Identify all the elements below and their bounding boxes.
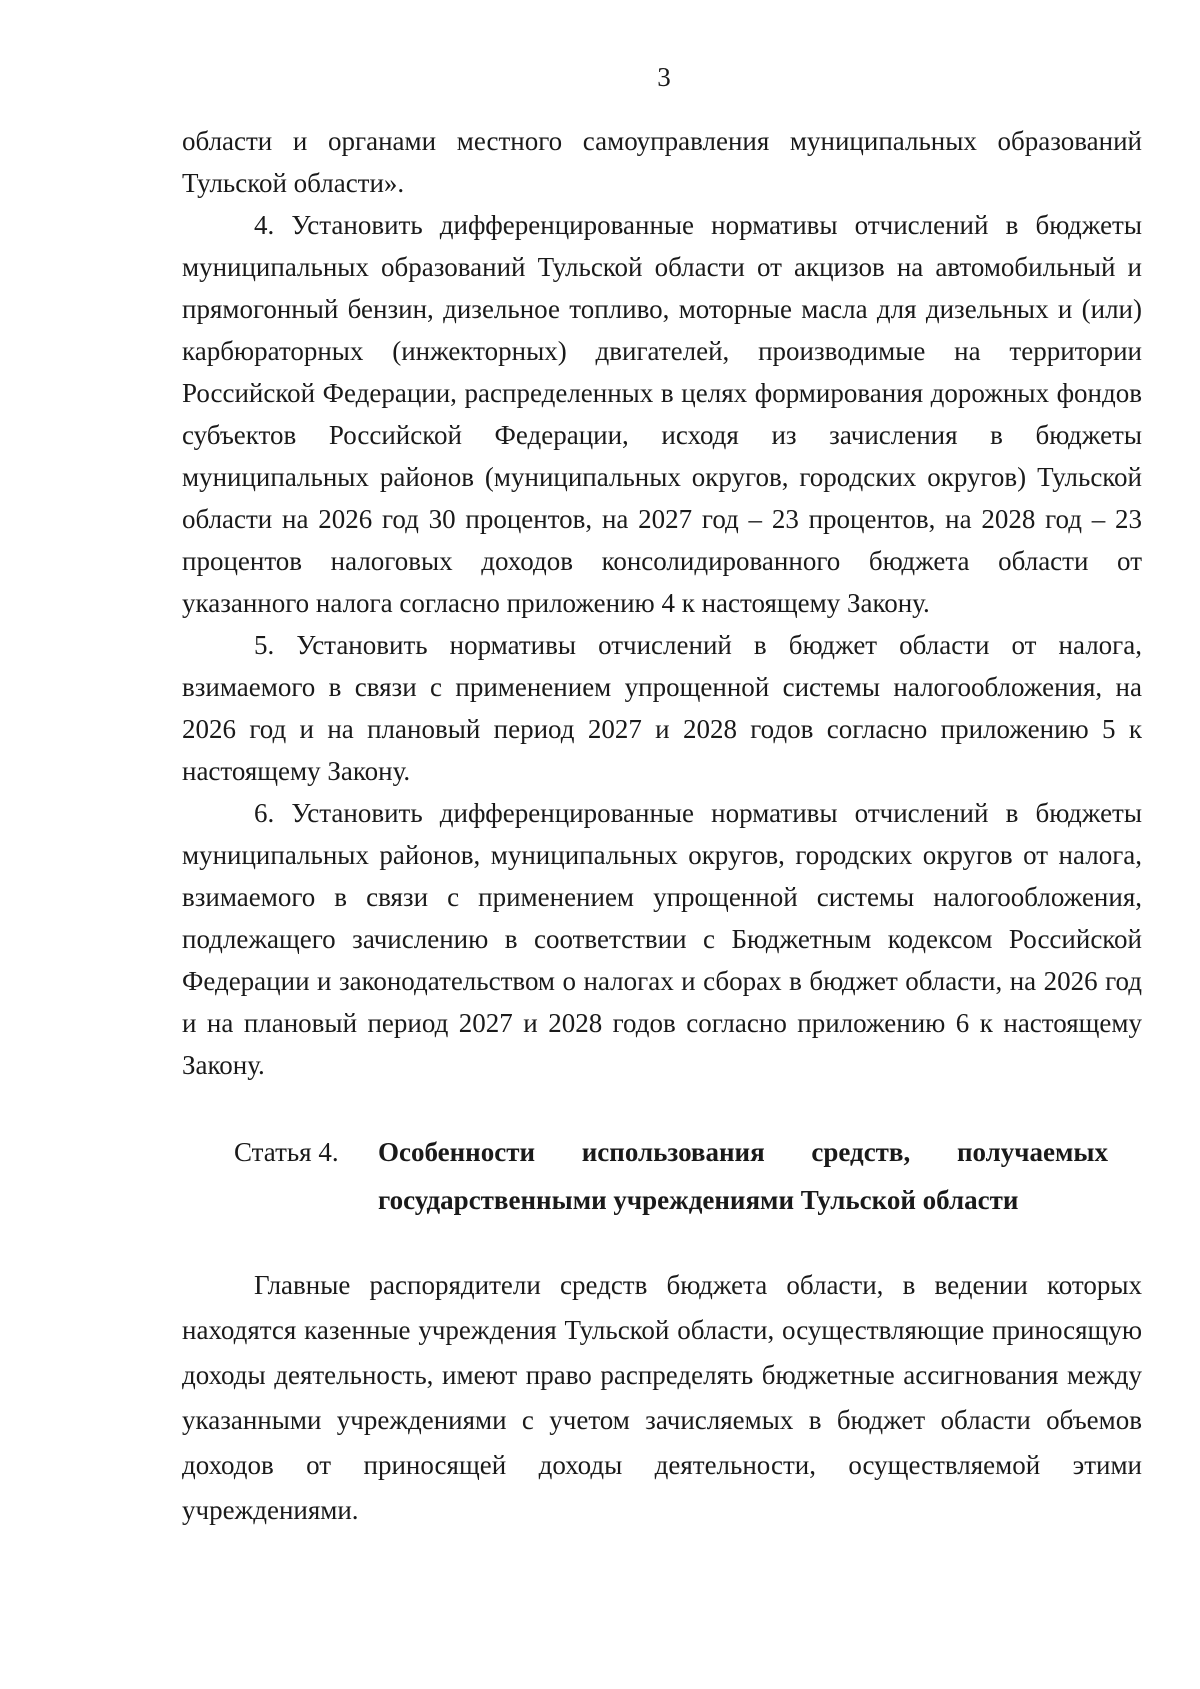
article-body — [182, 1263, 1142, 1533]
article-paragraph: Главные распорядители средств бюджета области, в ведении которых находятся казенные учреждения Тульской области, осуществляющие приносящую доходы деятельность, имеют право распределять бюджетные ассигнования между указанными учреждениями с учетом зачисляемых в бюджет области объемов доходов от приносящей доходы деятельности, осуществляемой этими учреждениями. — [182, 1270, 1142, 1525]
article-title: Особенности использования средств, получаемых государственными учреждениями Тульской области — [378, 1137, 1108, 1215]
paragraph-continuation: области и органами местного самоуправления муниципальных образований Тульской области». — [182, 126, 1142, 198]
paragraph-item-4: 4. Установить дифференцированные нормативы отчислений в бюджеты муниципальных образований Тульской области от акцизов на автомобильный и прямогонный бензин, дизельное топливо, моторные масла для дизельных и (или) карбюраторных (инжекторных) двигателей, производимые на территории Российской Федерации, распределенных в целях формирования дорожных фондов субъектов Российской Федерации, исходя из зачисления в бюджеты муниципальных районов (муниципальных округов, городских округов) Тульской области на 2026 год 30 процентов, на 2027 год – 23 процентов, на 2028 год – 23 процентов налоговых доходов консолидированного бюджета области от указанного налога согласно приложению 4 к настоящему Закону. — [182, 210, 1142, 618]
article-label: Статья 4. — [234, 1137, 339, 1167]
page-number: 3 — [657, 62, 671, 92]
paragraph-item-5: 5. Установить нормативы отчислений в бюджет области от налога, взимаемого в связи с применением упрощенной системы налогообложения, на 2026 год и на плановый период 2027 и 2028 годов согласно приложению 5 к настоящему Закону. — [182, 630, 1142, 786]
document-body — [182, 120, 1142, 1086]
paragraph-item-6: 6. Установить дифференцированные нормативы отчислений в бюджеты муниципальных районов, муниципальных округов, городских округов от налога, взимаемого в связи с применением упрощенной системы налогообложения, подлежащего зачислению в соответствии с Бюджетным кодексом Российской Федерации и законодательством о налогах и сборах в бюджет области, на 2026 год и на плановый период 2027 и 2028 годов согласно приложению 6 к настоящему Закону. — [182, 798, 1142, 1080]
